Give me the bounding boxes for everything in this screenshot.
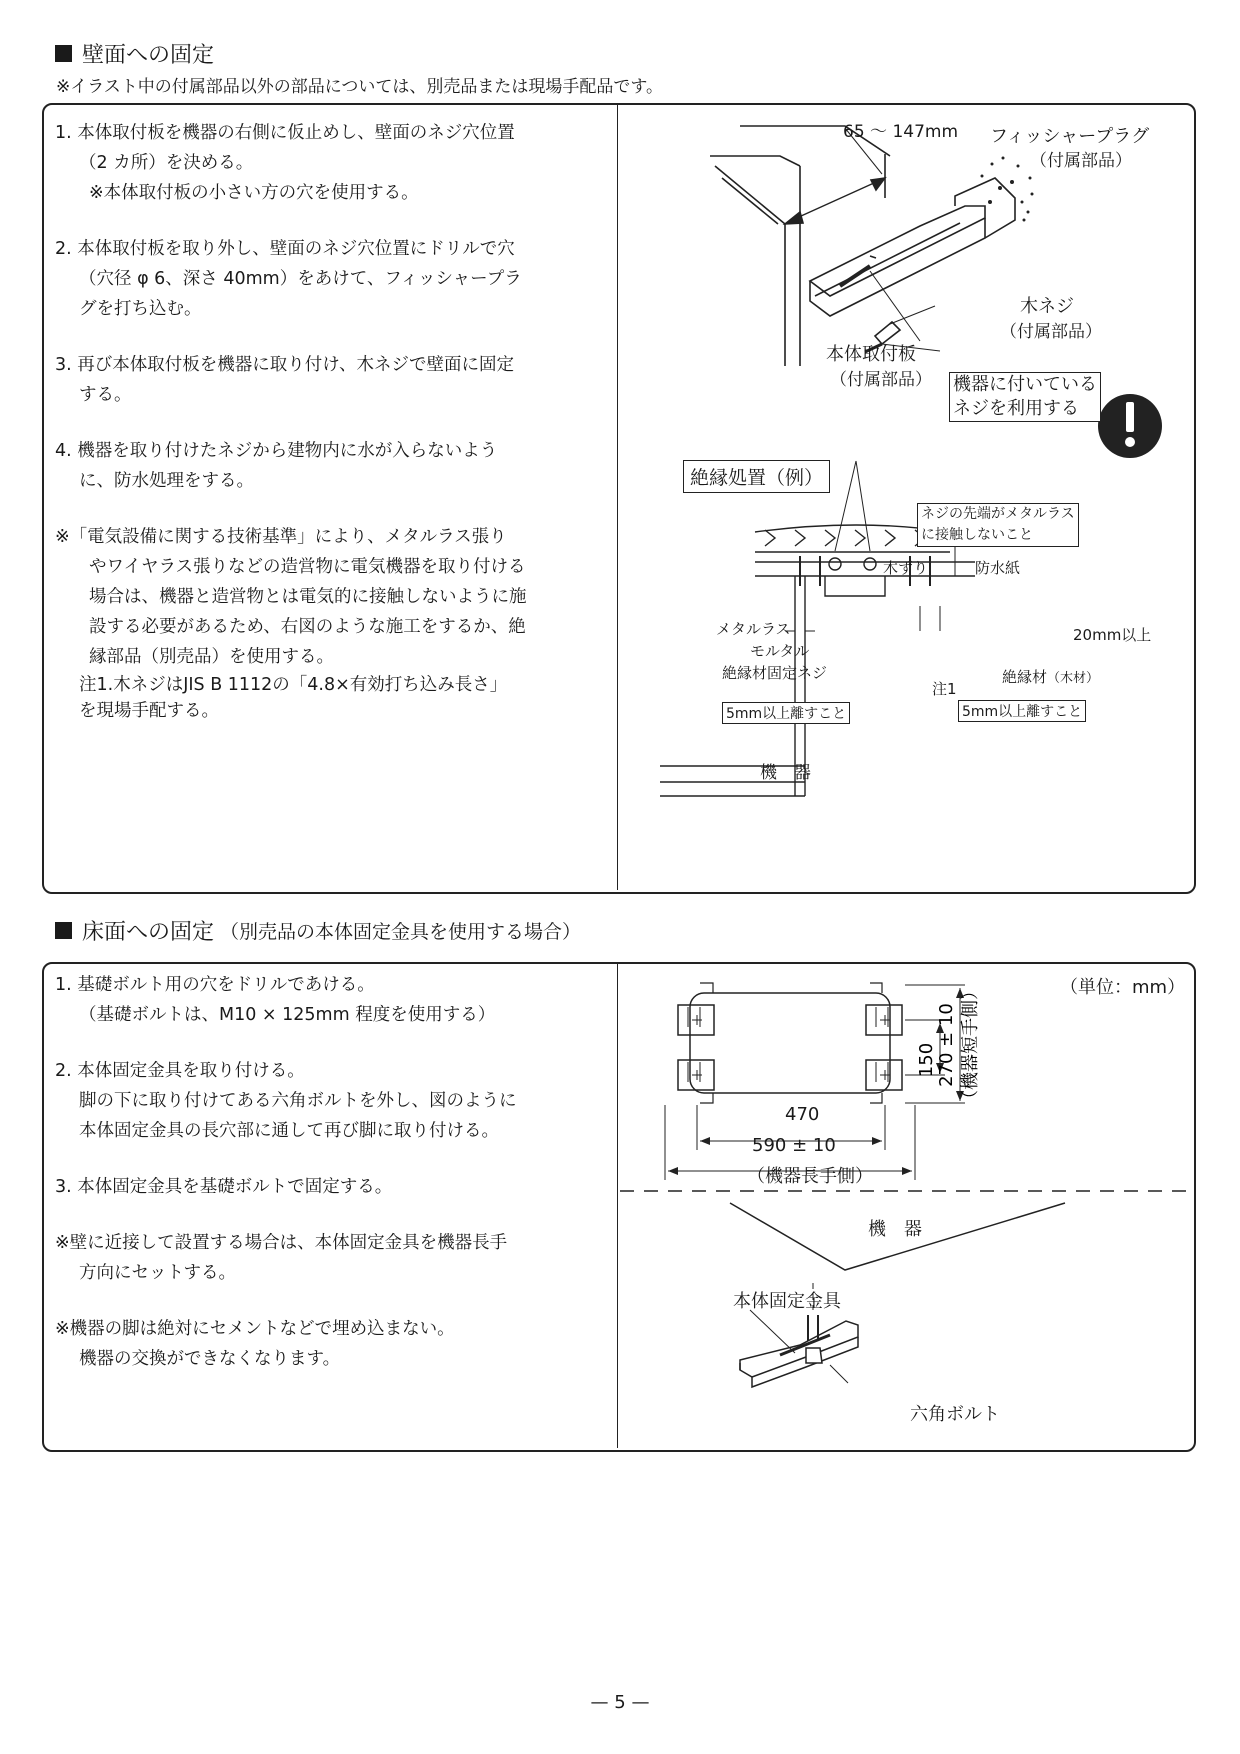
hex-bolt-label: 六角ボルト <box>910 1404 1000 1425</box>
mount-plate-label: 本体取付板 <box>826 344 916 365</box>
bracket-label: 本体固定金具 <box>733 1291 841 1312</box>
separation-right-note: 5mm以上離すこと <box>958 700 1086 722</box>
wall-box-divider <box>617 105 618 890</box>
wall-bracket-diagram <box>620 106 1190 886</box>
wall-section-title: 壁面への固定 <box>55 38 214 69</box>
mortar-label: モルタル <box>750 642 810 660</box>
wall-steps: 1. 本体取付板を機器の右側に仮止めし、壁面のネジ穴位置 （2 カ所）を決める。 ※本体取付板の小さい方の穴を使用する。 2. 本体取付板を取り外し、壁面のネジ穴位置にドリルで穴 （穴径 φ 6、深さ 40mm）をあけて、フィッシャープラ グを打ち込む。 3. 再び本体取付板を機器に取り付け、木ネジで壁面に固定 する。 4. 機器を取り付けたネジから建物内に水が入らないよう に、防水処理をする。 ※「電気設備に関する技術基準」により、メタルラス張り やワイヤラス張りなどの造営物に電気機器を取り付ける 場合は、機器と造営物とは電気的に接触しないように施 設する必要があるため、右図のような施工をするか、絶 縁部品（別売品）を使用する。 注1.木ネジはJIS B 1112の「4.8×有効打ち込み長さ」 を現場手配する。 <box>55 123 527 721</box>
insulation-screw-label: 絶縁材固定ネジ <box>722 664 828 682</box>
use-screw-note: 機器に付いている ネジを利用する <box>949 372 1101 422</box>
mount-plate-sub-label: （付属部品） <box>830 370 932 390</box>
dim-150-label: 150 <box>916 1042 937 1078</box>
fischer-plug-sub-label: （付属部品） <box>1030 151 1132 171</box>
square-bullet-icon <box>55 45 72 62</box>
wood-screw-sub-label: （付属部品） <box>1000 322 1102 342</box>
over-20mm-label: 20mm以上 <box>1073 626 1152 644</box>
waterproof-paper-label: 防水紙 <box>975 559 1021 577</box>
wood-screw-label: 木ネジ <box>1020 296 1074 317</box>
fischer-plug-label: フィッシャープラグ <box>990 126 1150 147</box>
floor-box-divider <box>617 964 618 1448</box>
distance-label: 65 〜 147mm <box>843 122 959 142</box>
screw-tip-note: ネジの先端がメタルラス に接触しないこと <box>917 503 1079 547</box>
metal-lath-label: メタルラス <box>716 620 791 638</box>
kizuri-label: 木ずり <box>883 559 929 577</box>
long-side-label: （機器長手側） <box>747 1166 873 1187</box>
dim-590-label: 590 ± 10 <box>752 1135 836 1156</box>
floor-section-title: 床面への固定 （別売品の本体固定金具を使用する場合） <box>55 915 581 946</box>
short-side-label: （機器短手側） <box>960 982 981 1108</box>
insulator-label: 絶縁材（木材） <box>1002 668 1100 686</box>
parts-note: ※イラスト中の付属部品以外の部品については、別売品または現場手配品です。 <box>56 77 664 97</box>
square-bullet-icon <box>55 922 72 939</box>
floor-bracket-diagram <box>620 965 1190 1445</box>
dim-470-label: 470 <box>785 1104 820 1125</box>
separation-left-note: 5mm以上離すこと <box>722 702 850 724</box>
unit-label: （単位：mm） <box>1060 977 1186 998</box>
device-label: 機 器 <box>760 763 811 783</box>
floor-steps: 1. 基礎ボルト用の穴をドリルであける。 （基礎ボルトは、M10 × 125mm 程度を使用する） 2. 本体固定金具を取り付ける。 脚の下に取り付けてある六角ボルトを外し、図のように 本体固定金具の長穴部に通して再び脚に取り付ける。 3. 本体固定金具を基礎ボルトで固定する。 ※壁に近接して設置する場合は、本体固定金具を機器長手 方向にセットする。 ※機器の脚は絶対にセメントなどで埋め込まない。 機器の交換ができなくなります。 <box>55 975 517 1369</box>
floor-device-label: 機 器 <box>868 1219 922 1240</box>
insulation-title: 絶縁処置（例） <box>683 460 830 493</box>
page-number: — 5 — <box>590 1692 650 1713</box>
dim-270-label: 270 ± 10 <box>936 1003 957 1087</box>
note1-label: 注1 <box>932 680 957 698</box>
